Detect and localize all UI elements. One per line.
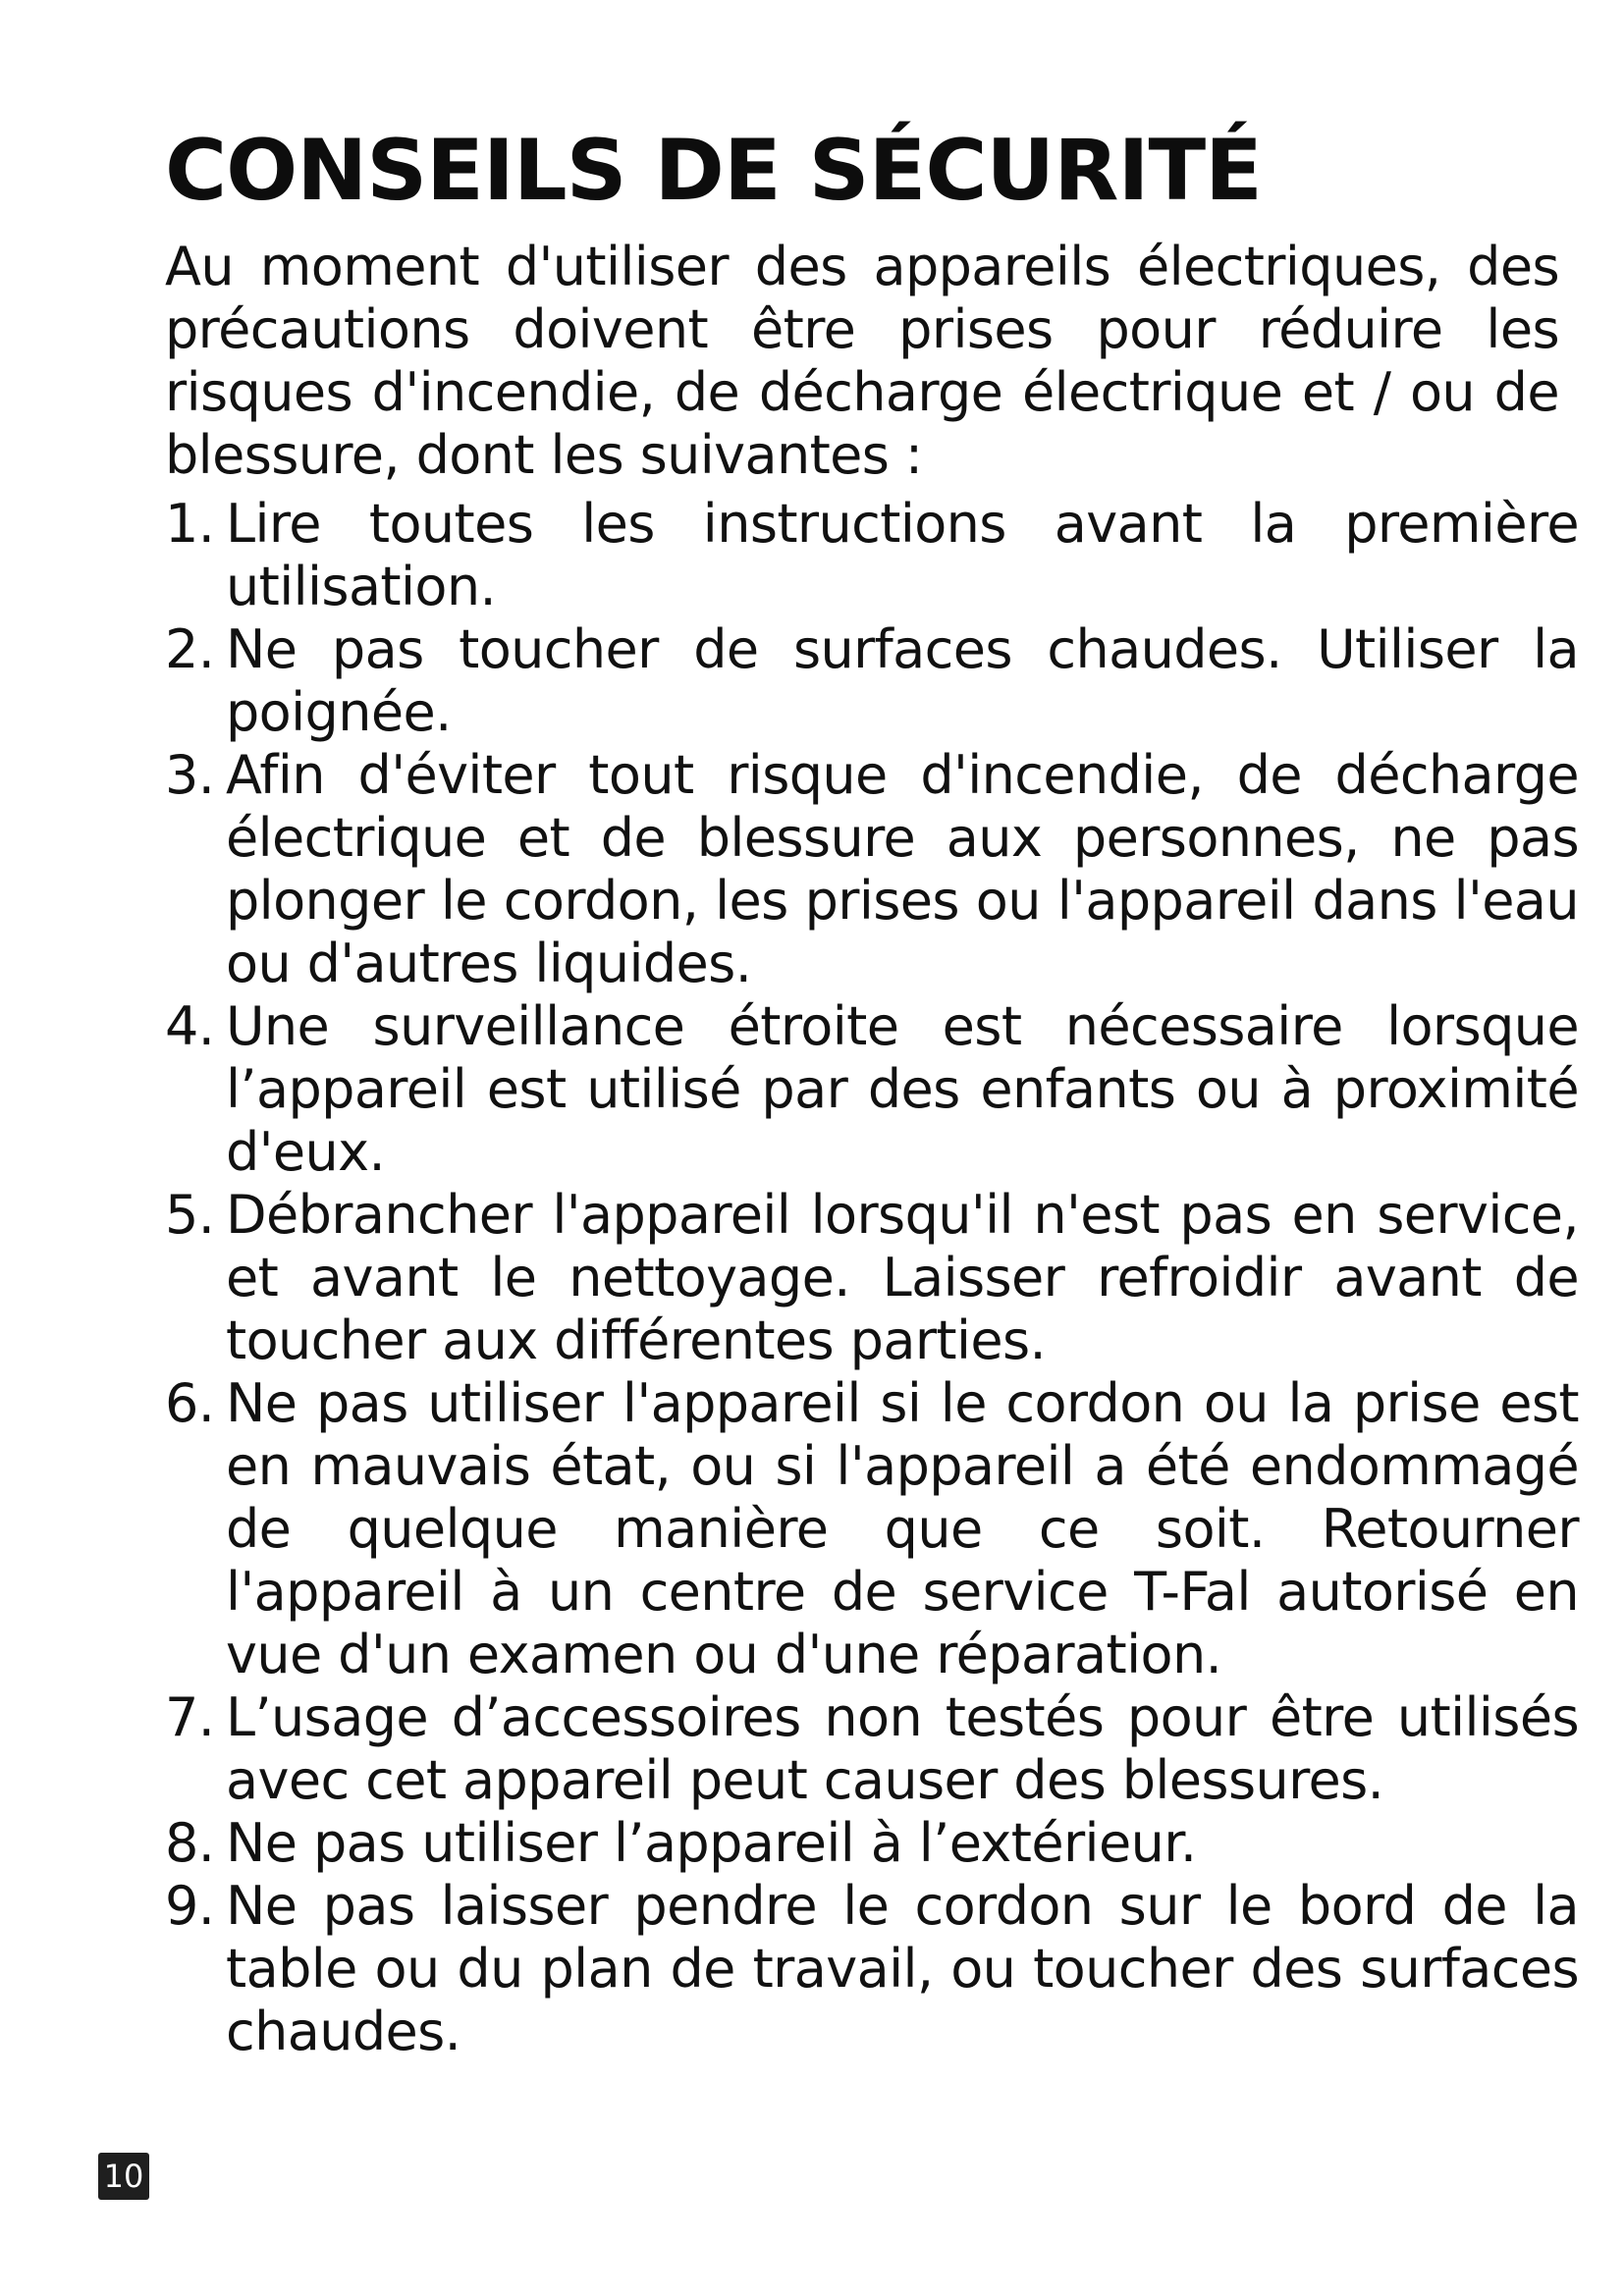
list-item	[165, 995, 1579, 1184]
item-text: Lire toutes les instructions avant la première utilisation.	[226, 493, 1579, 617]
item-number: 5.	[165, 1184, 215, 1246]
item-text: Ne pas utiliser l'appareil si le cordon ou la prise est en mauvais état, ou si l'appareil a été endommagé de quelque manière que ce soit. Retourner l'appareil à un centre de service T-Fal autorisé en vue d'un examen ou d'une réparation.	[226, 1372, 1579, 1685]
page-title: CONSEILS DE SÉCURITÉ	[165, 122, 1262, 220]
safety-list	[165, 493, 1579, 2063]
item-number: 1.	[165, 493, 215, 555]
item-text: Débrancher l'appareil lorsqu'il n'est pas en service, et avant le nettoyage. Laisser refroidir avant de toucher aux différentes parties.	[226, 1184, 1579, 1371]
item-number: 4.	[165, 995, 215, 1057]
list-item	[165, 618, 1579, 744]
item-number: 6.	[165, 1372, 215, 1434]
item-number: 2.	[165, 618, 215, 680]
list-item	[165, 1875, 1579, 2063]
intro-paragraph: Au moment d'utiliser des appareils électriques, des précautions doivent être prises pour réduire les risques d'incendie, de décharge électrique et / ou de blessure, dont les suivantes :	[165, 236, 1559, 486]
item-text: Ne pas laisser pendre le cordon sur le bord de la table ou du plan de travail, ou toucher des surfaces chaudes.	[226, 1875, 1579, 2062]
list-item	[165, 744, 1579, 995]
list-item	[165, 493, 1579, 618]
list-item	[165, 1372, 1579, 1686]
item-number: 8.	[165, 1812, 215, 1874]
page-number-badge: 10	[98, 2153, 149, 2200]
item-number: 3.	[165, 744, 215, 806]
item-text: Afin d'éviter tout risque d'incendie, de décharge électrique et de blessure aux personnes, ne pas plonger le cordon, les prises ou l'appareil dans l'eau ou d'autres liquides.	[226, 744, 1579, 994]
item-text: Une surveillance étroite est nécessaire lorsque l’appareil est utilisé par des enfants ou à proximité d'eux.	[226, 995, 1579, 1183]
document-page	[165, 120, 1579, 2063]
item-text: Ne pas utiliser l’appareil à l’extérieur.	[226, 1812, 1197, 1874]
list-item	[165, 1686, 1579, 1812]
item-number: 9.	[165, 1875, 215, 1937]
item-number: 7.	[165, 1686, 215, 1748]
item-text: Ne pas toucher de surfaces chaudes. Utiliser la poignée.	[226, 618, 1579, 743]
list-item	[165, 1812, 1579, 1875]
item-text: L’usage d’accessoires non testés pour être utilisés avec cet appareil peut causer des blessures.	[226, 1686, 1579, 1811]
list-item	[165, 1184, 1579, 1372]
